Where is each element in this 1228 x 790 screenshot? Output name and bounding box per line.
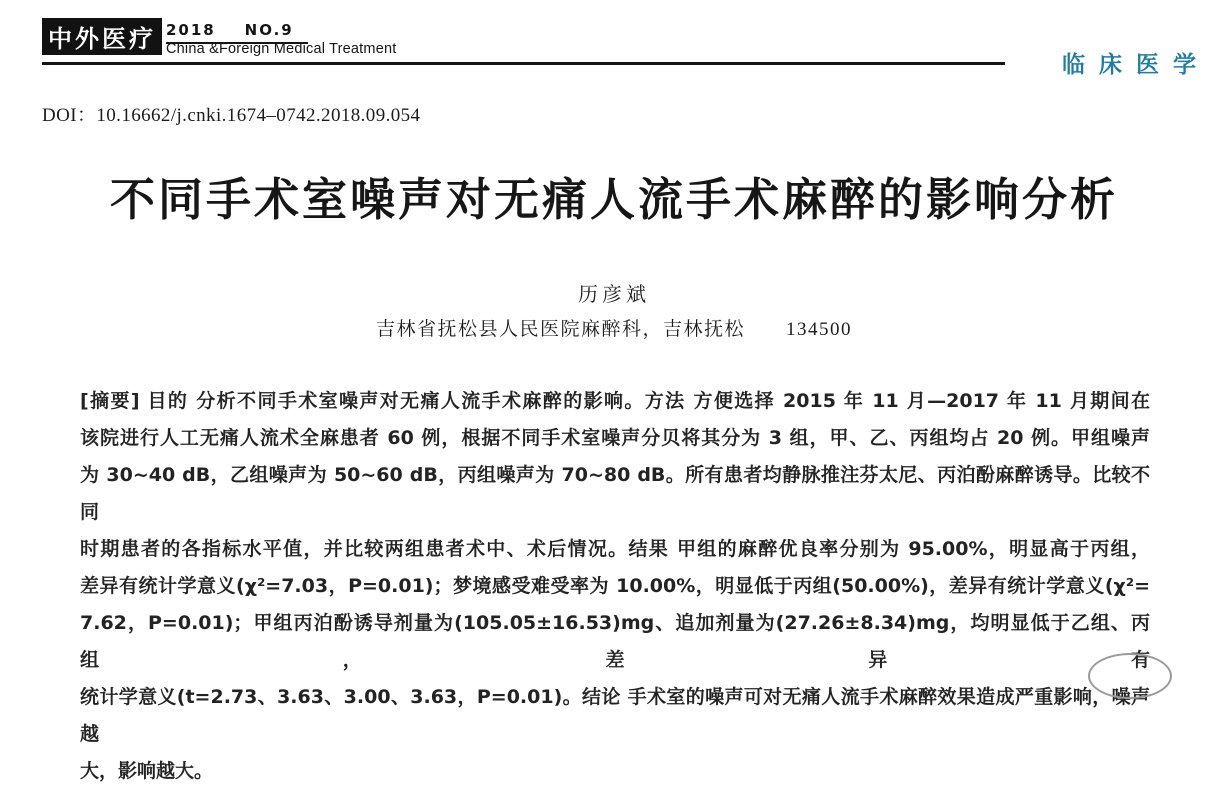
scan-artifact-curve — [1088, 653, 1172, 699]
journal-issue: 2018 NO.9 — [166, 21, 308, 44]
abstract-line: 7.62，P=0.01)；甲组丙泊酚诱导剂量为(105.05±16.53)mg、追加剂量为(27.26±8.34)mg，均明显低于乙组、丙组，差异有 — [80, 612, 1150, 671]
abstract-line: 该院进行人工无痛人流术全麻患者 60 例，根据不同手术室噪声分贝将其分为 3 组，甲、乙、丙组均占 20 例。甲组噪声 — [80, 427, 1150, 449]
article-affiliation: 吉林省抚松县人民医院麻醉科，吉林抚松 134500 — [375, 319, 852, 340]
abstract-line: 差异有统计学意义(χ²=7.03，P=0.01)；梦境感受难受率为 10.00%，明显低于丙组(50.00%)，差异有统计学意义(χ²= — [80, 575, 1150, 597]
abstract-line: 统计学意义(t=2.73、3.63、3.00、3.63，P=0.01)。结论 手术室的噪声可对无痛人流手术麻醉效果造成严重影响，噪声越 — [80, 686, 1150, 745]
journal-logo — [42, 18, 162, 55]
article-title: 不同手术室噪声对无痛人流手术麻醉的影响分析 — [109, 173, 1118, 226]
journal-name-cn: 中外医疗 — [48, 25, 156, 53]
section-label: 临床医学 — [1062, 52, 1210, 78]
abstract-line: 为 30~40 dB，乙组噪声为 50~60 dB，丙组噪声为 70~80 dB。所有患者均静脉推注芬太尼、丙泊酚麻醉诱导。比较不同 — [80, 464, 1150, 523]
abstract-line: 大，影响越大。 — [80, 760, 214, 782]
abstract-line: 时期患者的各指标水平值，并比较两组患者术中、术后情况。结果 甲组的麻醉优良率分别为 95.00%，明显高于丙组， — [80, 538, 1150, 560]
article-author: 历彦斌 — [578, 284, 650, 306]
doi-text: DOI：10.16662/j.cnki.1674–0742.2018.09.054 — [42, 105, 421, 126]
header-rule — [42, 62, 1005, 65]
journal-name-en: China &Foreign Medical Treatment — [166, 41, 397, 57]
abstract-line: [摘要] 目的 分析不同手术室噪声对无痛人流手术麻醉的影响。方法 方便选择 2015 年 11 月—2017 年 11 月期间在 — [80, 390, 1150, 412]
abstract-block — [80, 383, 1150, 790]
